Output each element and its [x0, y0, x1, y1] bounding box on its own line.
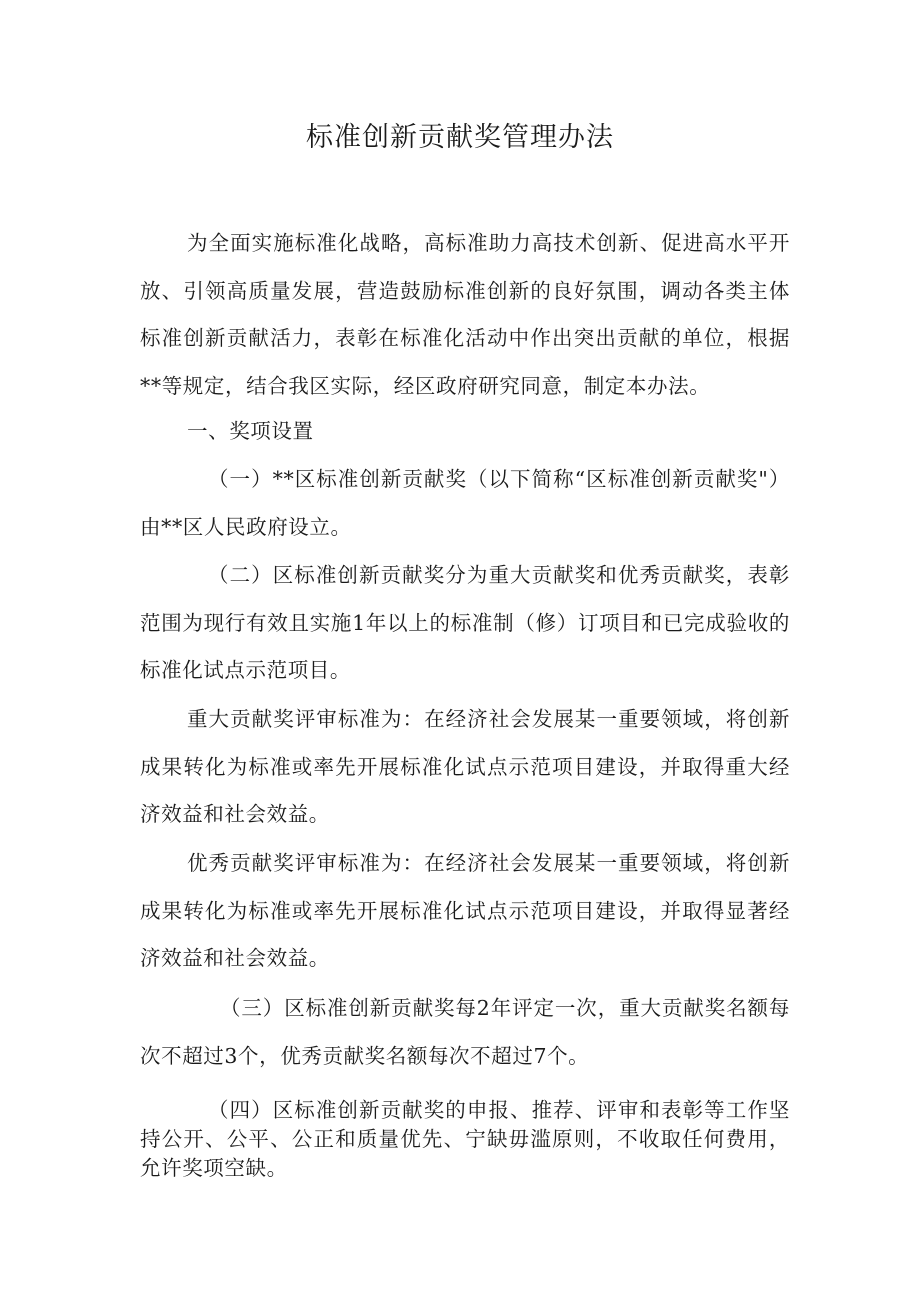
paragraph-excellent-award-criteria: 优秀贡献奖评审标准为：在经济社会发展某一重要领域，将创新成果转化为标准或率先开展标准化试点示范项目建设，并取得显著经济效益和社会效益。 [140, 851, 790, 970]
document-title: 标准创新贡献奖管理办法 [306, 122, 614, 153]
paragraph-item-3: （三）区标准创新贡献奖每2年评定一次，重大贡献奖名额每次不超过3个，优秀贡献奖名额每次不超过7个。 [140, 996, 790, 1068]
paragraph-item-1: （一）**区标准创新贡献奖（以下简称“区标准创新贡献奖"）由**区人民政府设立。 [140, 467, 790, 539]
paragraph-item-4: （四）区标准创新贡献奖的申报、推荐、评审和表彰等工作坚持公开、公平、公正和质量优先、宁缺毋滥原则，不收取任何费用，允许奖项空缺。 [140, 1098, 790, 1180]
paragraph-major-award-criteria: 重大贡献奖评审标准为：在经济社会发展某一重要领域，将创新成果转化为标准或率先开展标准化试点示范项目建设，并取得重大经济效益和社会效益。 [140, 707, 790, 826]
paragraph-preamble: 为全面实施标准化战略，高标准助力高技术创新、促进高水平开放、引领高质量发展，营造鼓励标准创新的良好氛围，调动各类主体标准创新贡献活力，表彰在标准化活动中作出突出贡献的单位，根据**等规定，结合我区实际，经区政府研究同意，制定本办法。 [140, 231, 790, 398]
section-heading-award-setup: 一、奖项设置 [187, 419, 314, 443]
paragraph-item-2: （二）区标准创新贡献奖分为重大贡献奖和优秀贡献奖，表彰范围为现行有效且实施1年以上的标准制（修）订项目和已完成验收的标准化试点示范项目。 [140, 563, 790, 682]
